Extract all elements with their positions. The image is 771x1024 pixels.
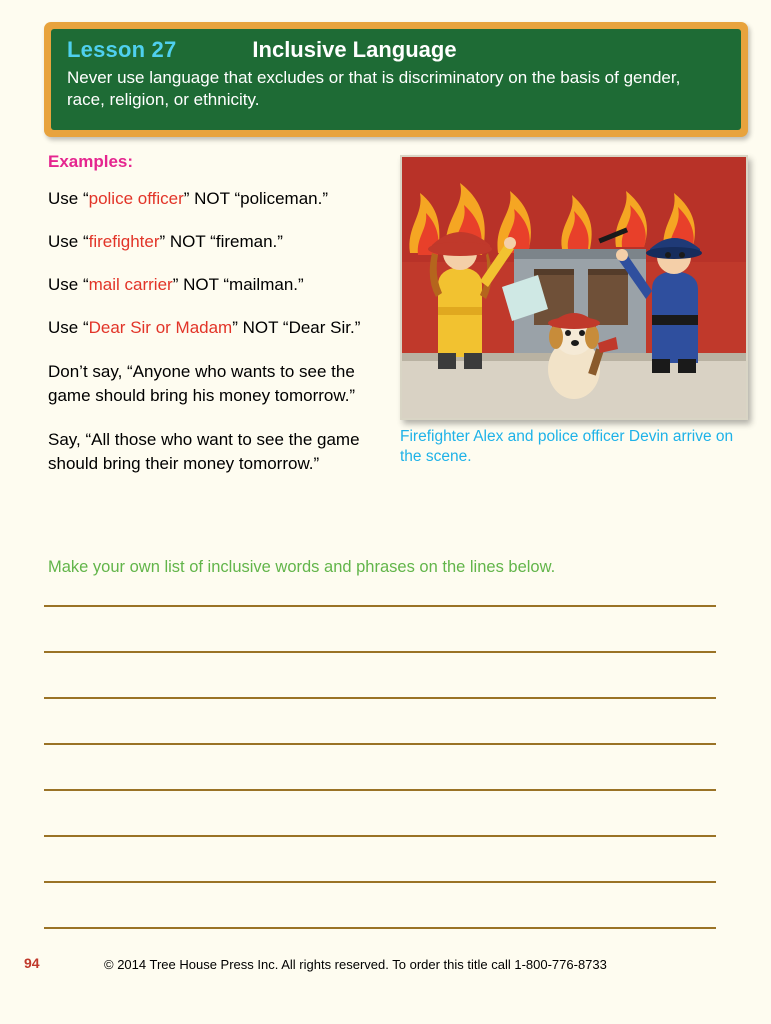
answer-lines[interactable] <box>44 605 716 973</box>
examples-list <box>48 188 398 496</box>
answer-line[interactable] <box>44 605 716 607</box>
example-paragraph: Don’t say, “Anyone who wants to see the game should bring his money tomorrow.” <box>48 362 356 405</box>
example-prefix: Use “ <box>48 189 89 208</box>
example-prefix: Use “ <box>48 232 89 252</box>
scene-artwork <box>402 157 746 418</box>
example-highlight: firefighter <box>88 232 160 252</box>
examples-label: Examples: <box>48 152 134 171</box>
lesson-title: Inclusive Language <box>252 37 457 62</box>
lesson-number: Lesson 27 <box>67 37 177 62</box>
example-item <box>48 188 398 210</box>
example-suffix: ” NOT “policeman.” <box>183 189 328 208</box>
answer-line[interactable] <box>44 881 716 883</box>
lesson-banner <box>44 22 748 137</box>
answer-line[interactable] <box>44 789 716 791</box>
example-highlight: mail carrier <box>88 275 173 295</box>
example-item <box>48 274 398 296</box>
illustration-caption: Firefighter Alex and police officer Devin arrive on the scene. <box>400 428 734 465</box>
copyright-notice: © 2014 Tree House Press Inc. All rights reserved. To order this title call 1-800-776-8733 <box>104 957 607 972</box>
answer-line[interactable] <box>44 835 716 837</box>
lesson-description: Never use language that excludes or that is discriminatory on the basis of gender, race, religion, or ethnicity. <box>67 68 681 109</box>
activity-prompt: Make your own list of inclusive words and phrases on the lines below. <box>48 558 556 576</box>
illustration-image <box>400 155 748 420</box>
example-suffix: ” NOT “fireman.” <box>159 232 283 252</box>
example-prefix: Use “ <box>48 318 89 338</box>
lesson-banner-inner <box>51 29 741 130</box>
answer-line[interactable] <box>44 697 716 699</box>
example-item <box>48 317 398 339</box>
example-highlight: police officer <box>88 189 184 208</box>
example-item <box>48 231 398 253</box>
example-suffix: ” NOT “Dear Sir.” <box>232 318 361 338</box>
answer-line[interactable] <box>44 927 716 929</box>
example-suffix: ” NOT “mailman.” <box>172 275 304 295</box>
example-highlight: Dear Sir or Madam <box>88 318 233 338</box>
page-number: 94 <box>24 955 40 971</box>
example-paragraph: Say, “All those who want to see the game should bring their money tomorrow.” <box>48 430 360 473</box>
answer-line[interactable] <box>44 651 716 653</box>
lesson-title-row <box>67 37 727 63</box>
example-prefix: Use “ <box>48 275 89 295</box>
answer-line[interactable] <box>44 743 716 745</box>
